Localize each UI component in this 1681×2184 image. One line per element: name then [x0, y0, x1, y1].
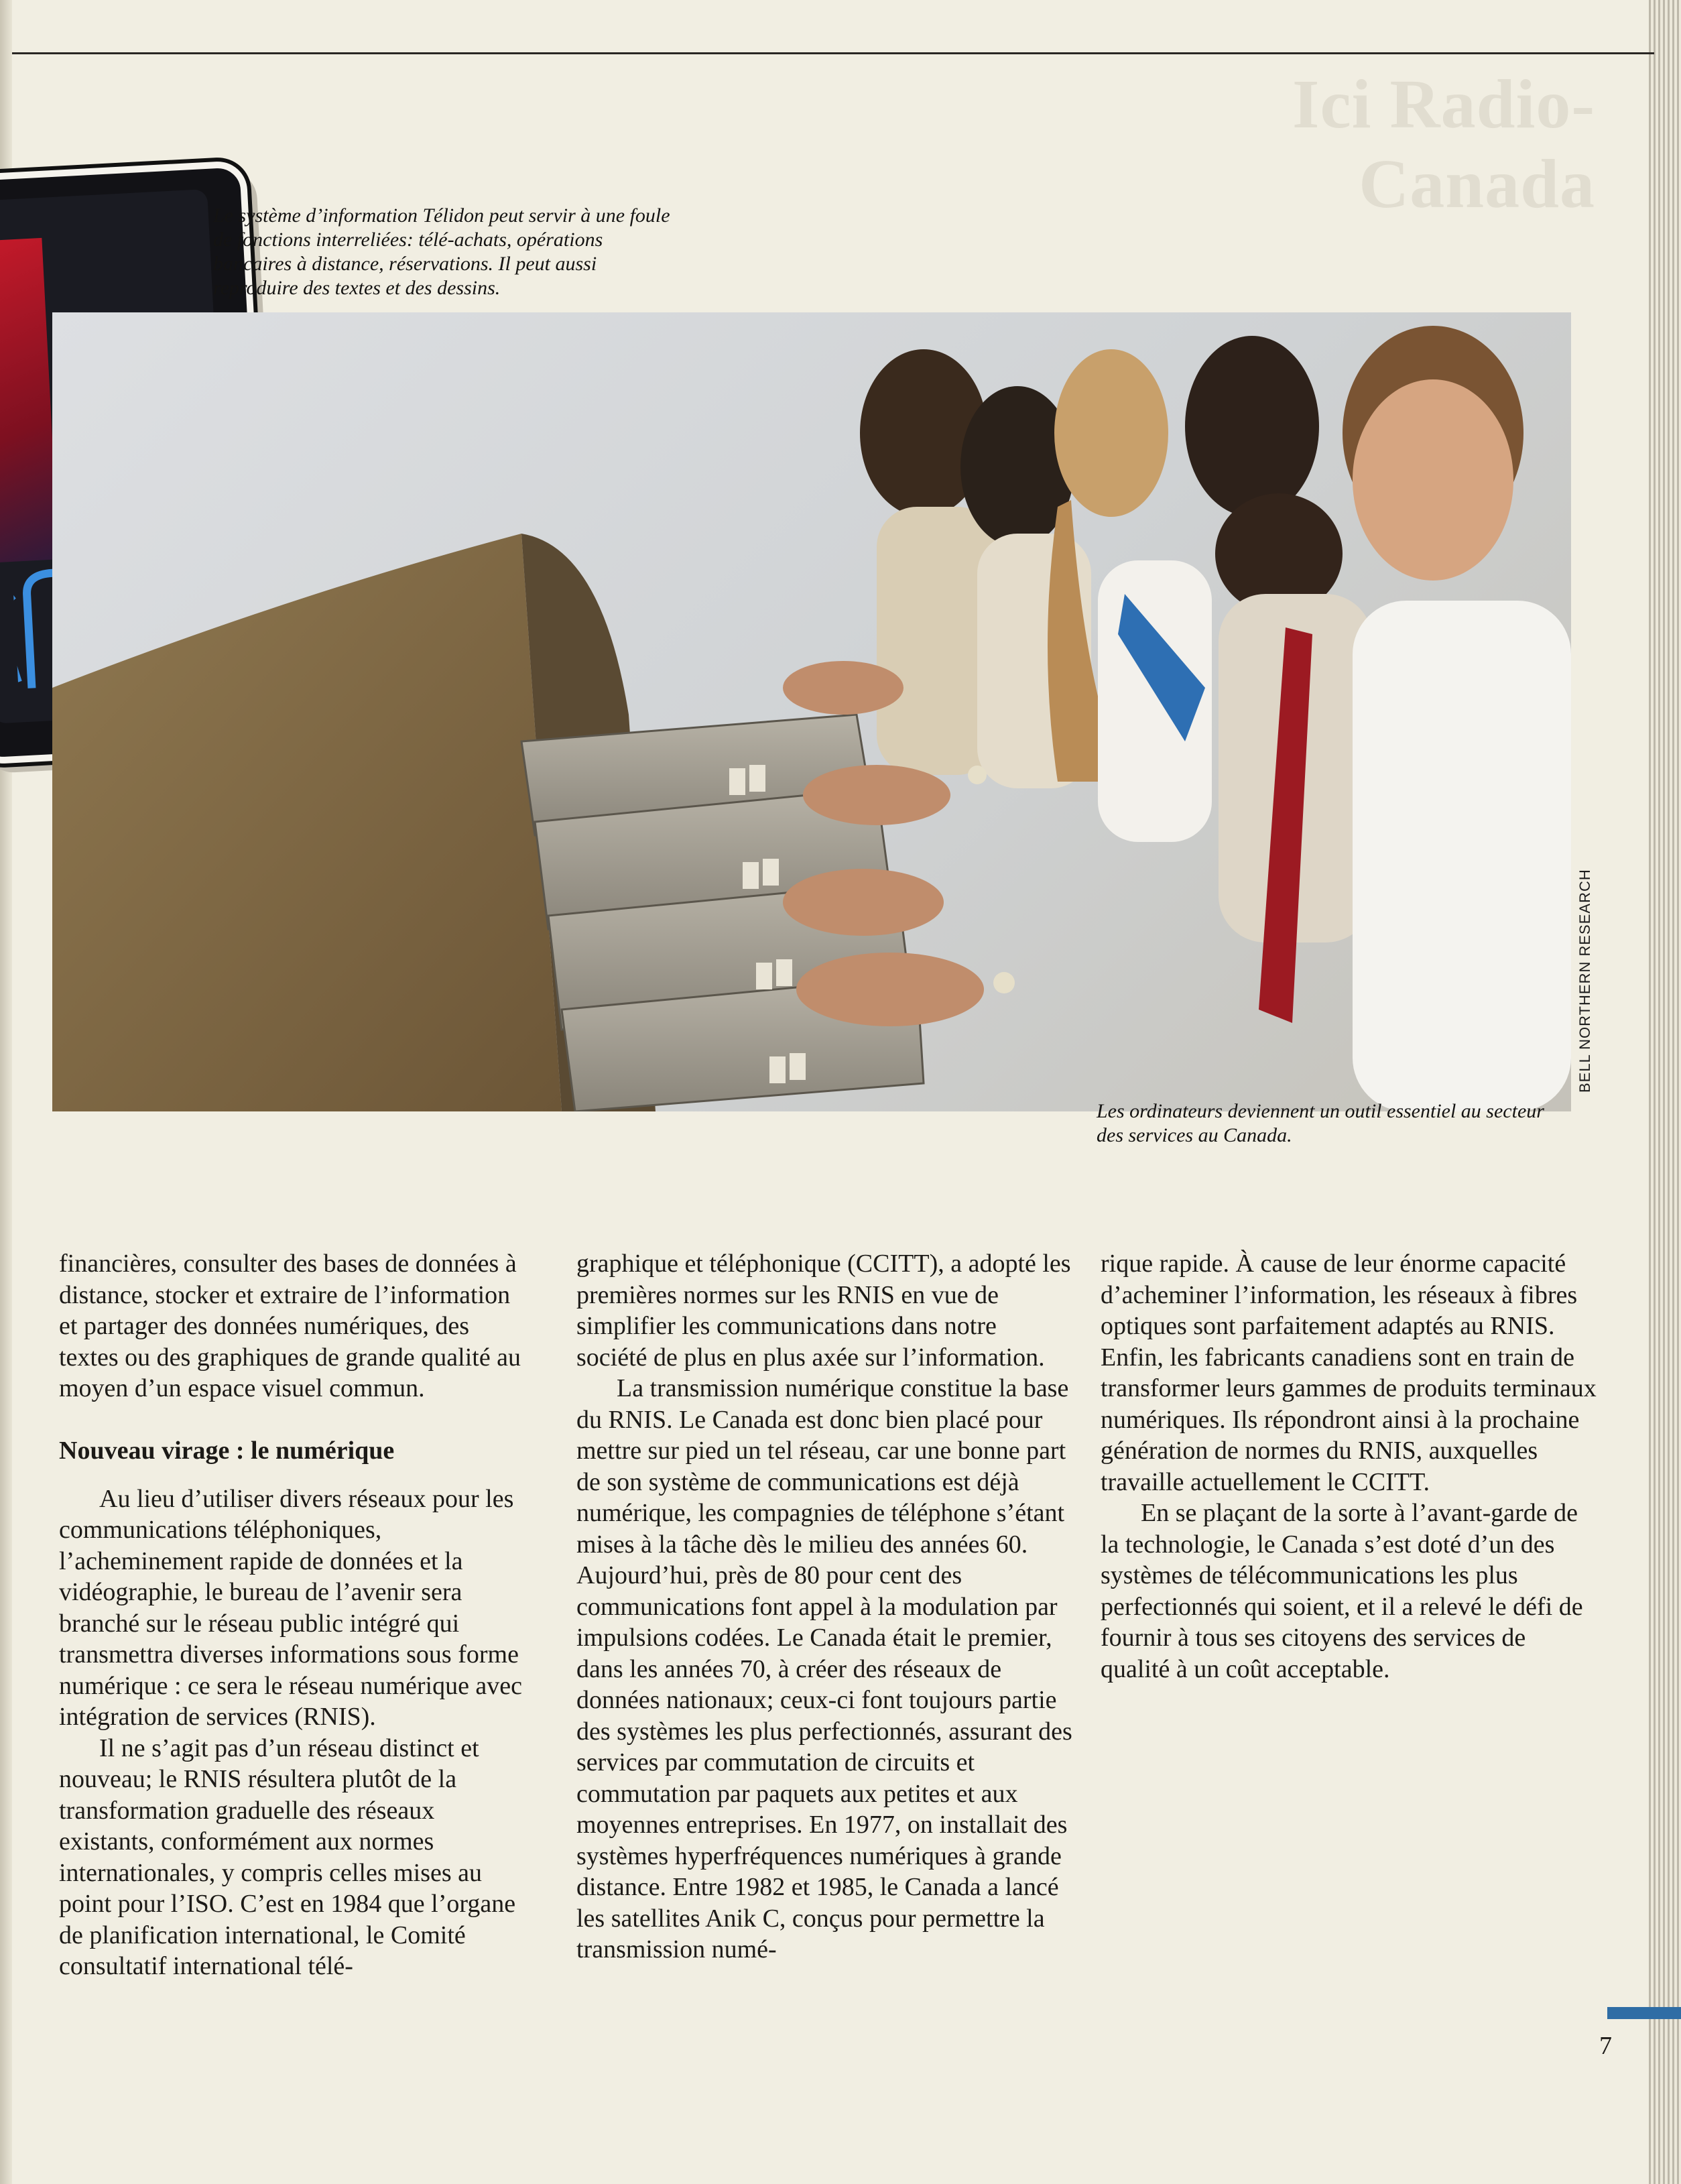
paragraph: Il ne s’agit pas d’un réseau distinct et nouveau; le RNIS résultera plutôt de la transformation graduelle des réseaux existants, conformément aux normes internationales, y compris celles mises au point pour l’ISO. C’est en 1984 que l’organe de planification international, le Comité consultatif international télé-: [59, 1734, 516, 1980]
top-rule: [12, 52, 1654, 54]
photo-computer-operators: [52, 312, 1571, 1111]
page-accent-tab: [1607, 2007, 1681, 2019]
photo-caption-telidon: Le système d’information Télidon peut servir à une foule de fonctions interreliées: télé-achats, opérations bancaires à distance, réservations. Il peut aussi reproduire des textes et des dessins.: [213, 204, 670, 299]
paragraph: La transmission numérique constitue la base du RNIS. Le Canada est donc bien placé pour mettre sur pied un tel réseau, car une bonne part de son système de communications est déjà numérique, les compagnies de téléphone s’étant mises à la tâche dès le milieu des années 60. Aujourd’hui, près de 80 pour cent des communications font appel à la modulation par impulsions codées. Le Canada était le premier, dans les années 70, à créer des réseaux de données nationaux; ceux-ci font toujours partie des systèmes les plus perfectionnés, assurant des services par commutation de circuits et commutation par paquets aux petites et aux moyennes entreprises. En 1977, on installait des systèmes hyperfréquences numériques à grande distance. Entre 1982 et 1985, le Canada a lancé les satellites Anik C, conçus pour permettre la transmission numé-: [576, 1374, 1072, 1963]
article-column-1: [59, 1248, 528, 1982]
paragraph: En se plaçant de la sorte à l’avant-garde de la technologie, le Canada s’est doté d’un des systèmes de télécommunications les plus perfectionnés qui soient, et il a relevé le défi de fournir à tous ses citoyens des services de qualité à un coût acceptable.: [1101, 1499, 1583, 1683]
photo-caption-computers: Les ordinateurs deviennent un outil essentiel au secteur des services au Canada.: [1097, 1100, 1544, 1146]
section-heading: Nouveau virage : le numérique: [59, 1436, 395, 1465]
article-column-2: [576, 1248, 1072, 1965]
paragraph: rique rapide. À cause de leur énorme capacité d’acheminer l’information, les réseaux à fibres optiques sont parfaitement adaptés au RNIS. Enfin, les fabricants canadiens sont en train de transformer leurs gammes de produits terminaux numériques. Ils répondront ainsi à la prochaine génération de normes du RNIS, auxquelles travaille actuellement le CCITT.: [1101, 1250, 1597, 1496]
page-stack-edge: [1649, 0, 1681, 2184]
paragraph: Au lieu d’utiliser divers réseaux pour les communications téléphoniques, l’acheminement rapide de données et la vidéographie, le bureau de l’avenir sera branché sur le réseau public intégré qui transmettra diverses informations sous forme numérique : ce sera le réseau numérique avec intégration de services (RNIS).: [59, 1484, 523, 1731]
paragraph: financières, consulter des bases de données à distance, stocker et extraire de l’information et partager des données numériques, des textes ou des graphiques de grande qualité au moyen d’un espace visuel commun.: [59, 1250, 521, 1402]
page-number: 7: [1599, 2032, 1612, 2060]
ghost-title-bleedthrough: Ici Radio-Canada: [1292, 66, 1595, 223]
paragraph: graphique et téléphonique (CCITT), a adopté les premières normes sur les RNIS en vue de simplifier les communications dans notre société de plus en plus axée sur l’information.: [576, 1250, 1071, 1372]
article-column-3: [1101, 1248, 1597, 1685]
screen-graphic: [0, 238, 58, 563]
photo-illustration: [52, 312, 1571, 1111]
photo-credit: BELL NORTHERN RESEARCH: [1576, 869, 1593, 1093]
